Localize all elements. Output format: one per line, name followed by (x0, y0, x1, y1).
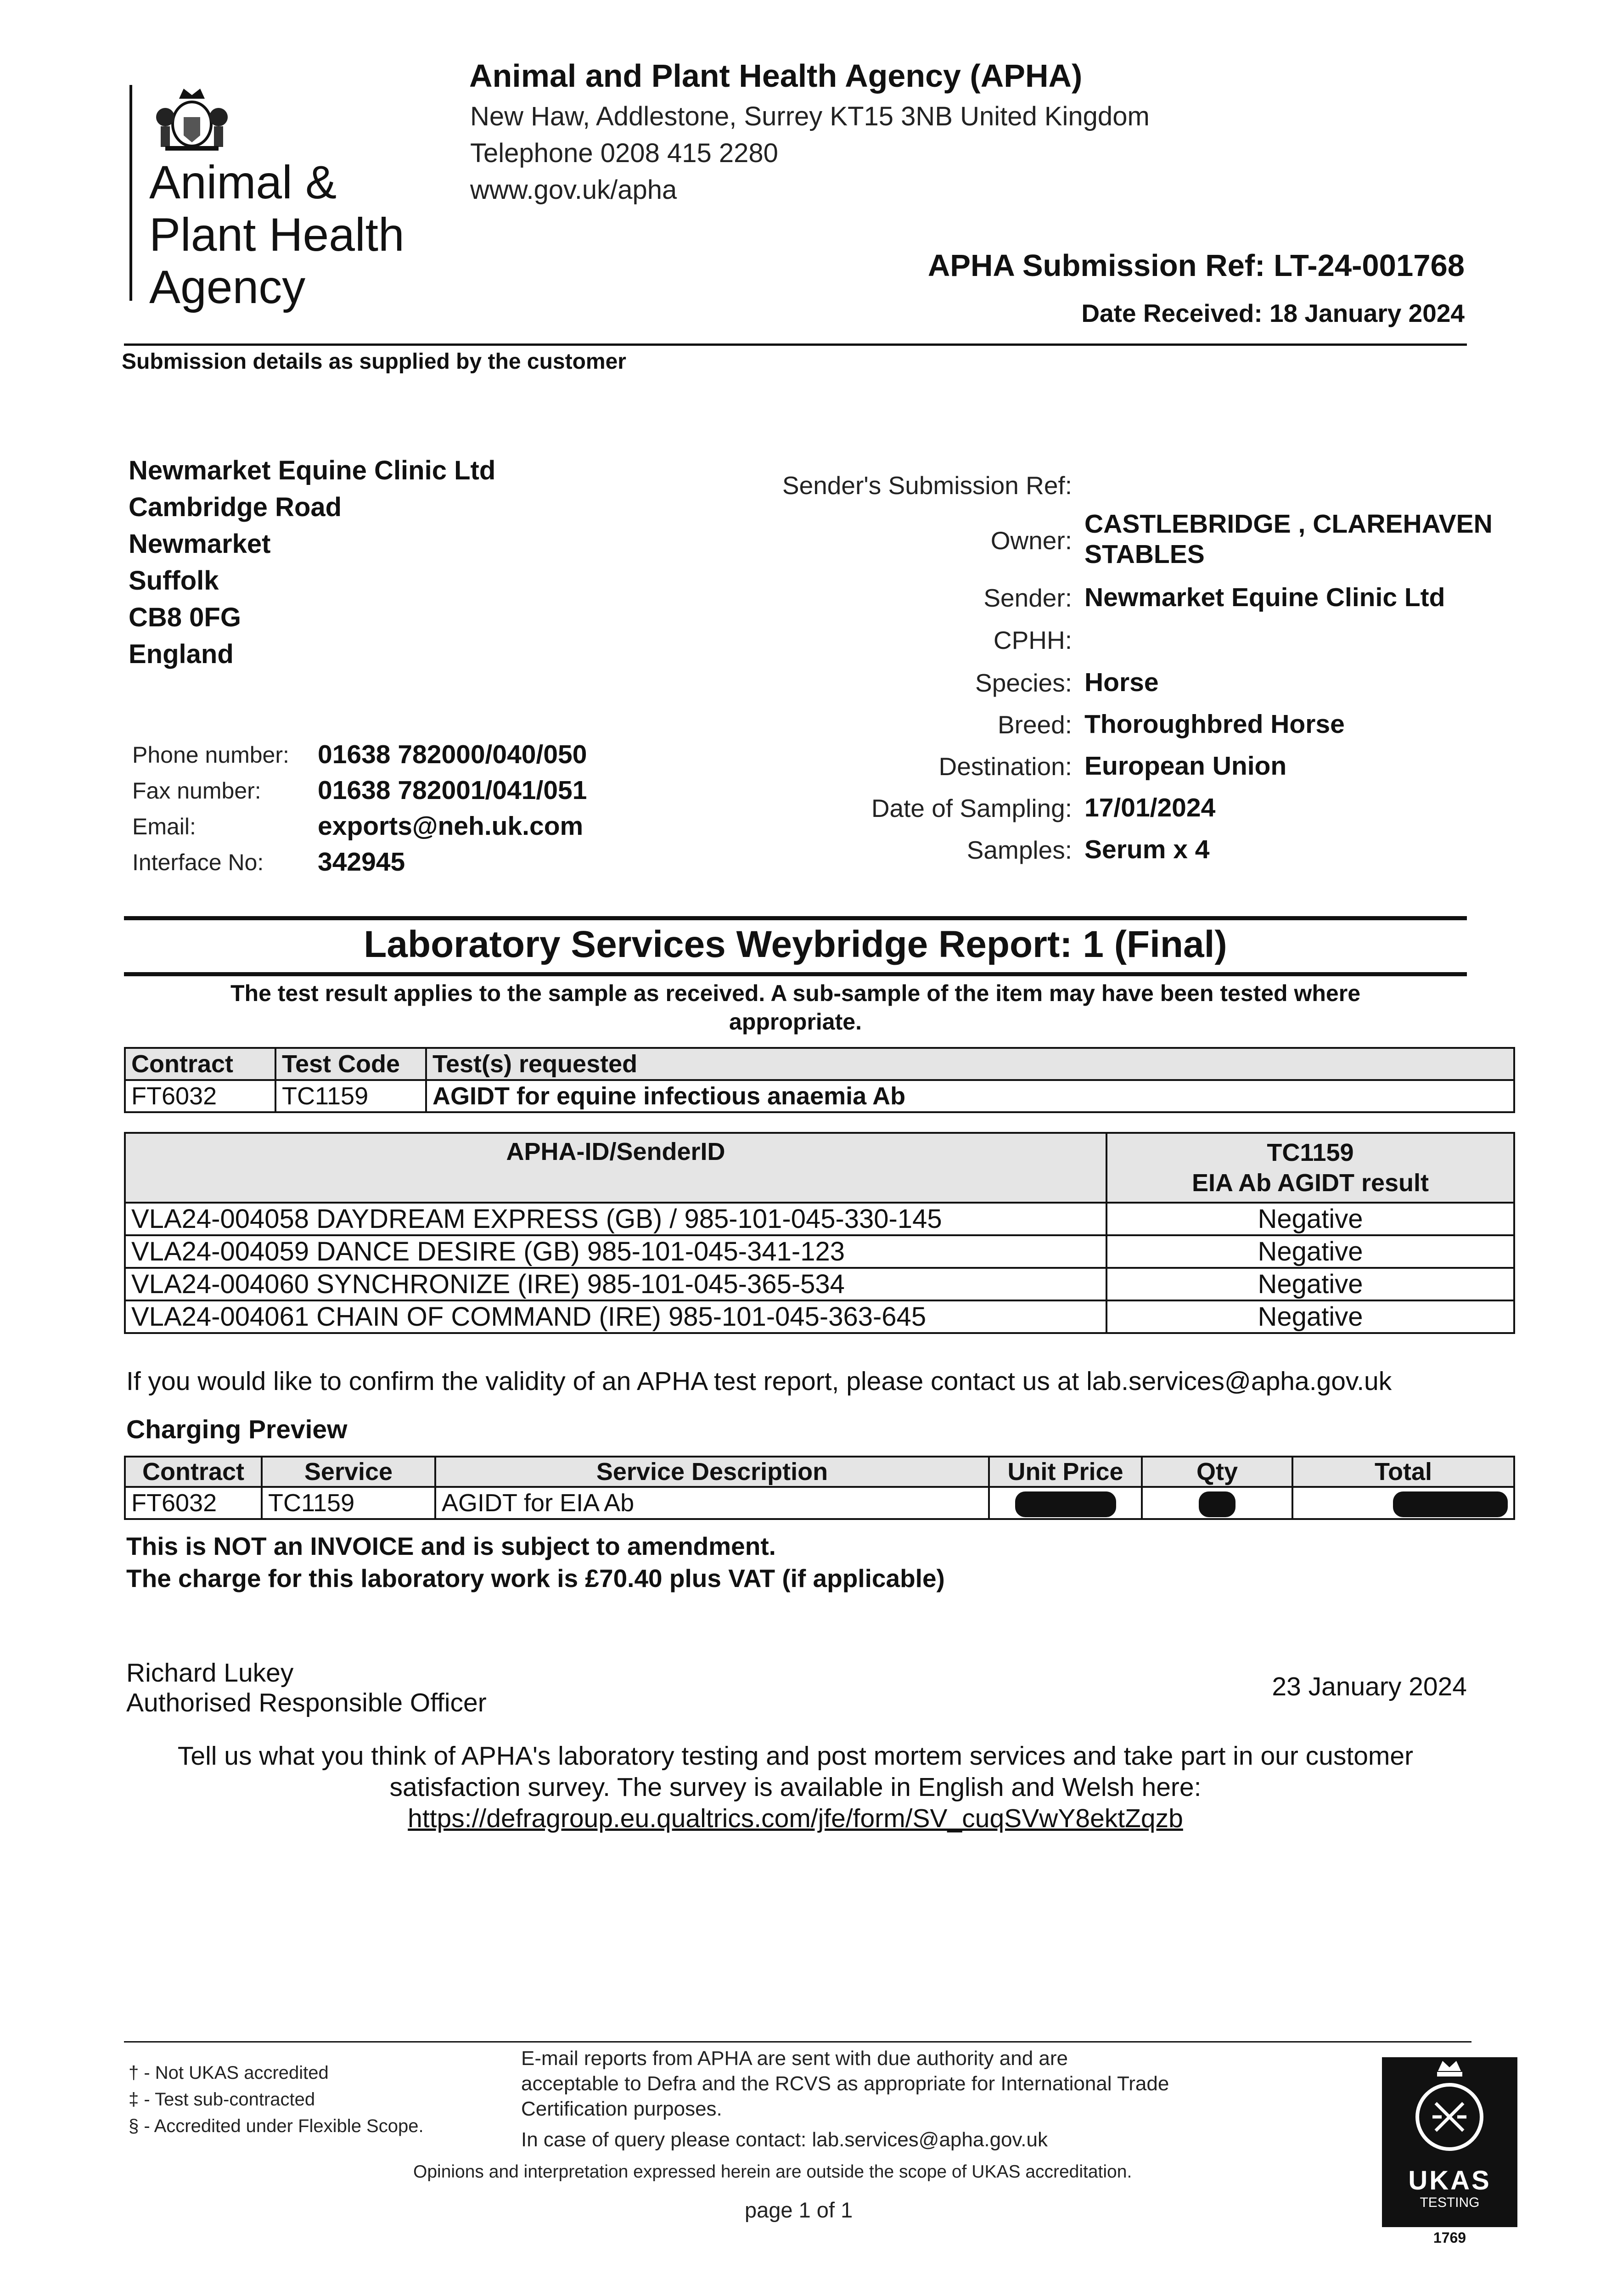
table-row (125, 1235, 1514, 1268)
col-test-code: Test Code (275, 1048, 426, 1080)
footer-email-note: E-mail reports from APHA are sent with due authority and are acceptable to Defra and the RCVS as appropriate for International Trade Certification purposes. In case of query please contact: lab.services@apha.gov.uk (521, 2046, 1169, 2152)
samples-label: Samples: (966, 836, 1072, 864)
samples-value: Serum x 4 (1084, 835, 1210, 864)
signature-date: 23 January 2024 (1272, 1672, 1467, 1701)
cell-service-description: AGIDT for EIA Ab (435, 1487, 989, 1519)
signatory-name: Richard Lukey (126, 1658, 294, 1688)
senders-ref-label: Sender's Submission Ref: (782, 471, 1072, 500)
redaction-mark (1393, 1491, 1508, 1517)
owner-value: CASTLEBRIDGE , CLAREHAVEN STABLES (1084, 509, 1493, 569)
footer-legend: † - Not UKAS accredited ‡ - Test sub-contracted § - Accredited under Flexible Scope. (129, 2063, 424, 2136)
signatory-role: Authorised Responsible Officer (126, 1688, 487, 1717)
section-note: Submission details as supplied by the customer (122, 349, 626, 374)
fax-label: Fax number: (132, 778, 261, 804)
ukas-number: 1769 (1433, 2229, 1466, 2246)
redaction-mark (1015, 1491, 1116, 1517)
table-row (125, 1203, 1514, 1235)
table-row (125, 1487, 1514, 1519)
col-contract: Contract (125, 1048, 275, 1080)
charging-table (124, 1456, 1515, 1520)
col-qty: Qty (1142, 1457, 1292, 1487)
agency-logo-text: Animal & Plant Health Agency (149, 156, 404, 313)
agency-telephone: Telephone 0208 415 2280 (470, 138, 778, 168)
results-table (124, 1132, 1515, 1334)
ukas-sub: TESTING (1420, 2195, 1480, 2210)
cell-test-code: TC1159 (275, 1080, 426, 1112)
header-rule (124, 343, 1467, 346)
report-rule-top (124, 916, 1467, 920)
agency-address: New Haw, Addlestone, Surrey KT15 3NB United Kingdom (470, 101, 1150, 131)
sampling-label: Date of Sampling: (871, 794, 1072, 822)
cphh-label: CPHH: (993, 626, 1072, 654)
cell-qty (1142, 1487, 1292, 1519)
col-total: Total (1292, 1457, 1514, 1487)
col-contract: Contract (125, 1457, 262, 1487)
cell-contract: FT6032 (125, 1487, 262, 1519)
col-eia-result: TC1159 EIA Ab AGIDT result (1106, 1133, 1514, 1203)
submission-ref: APHA Submission Ref: LT-24-001768 (927, 248, 1465, 283)
ukas-label: UKAS (1408, 2166, 1491, 2195)
col-apha-id: APHA-ID/SenderID (125, 1133, 1106, 1203)
report-rule-bottom (124, 972, 1467, 976)
table-row (125, 1268, 1514, 1300)
ukas-crown-icon (1382, 2057, 1517, 2172)
logo-divider (129, 85, 132, 301)
col-unit-price: Unit Price (989, 1457, 1142, 1487)
cell-sample-id: VLA24-004059 DANCE DESIRE (GB) 985-101-045-341-123 (125, 1235, 1106, 1268)
report-note: The test result applies to the sample as received. A sub-sample of the item may have been tested where appropriate. (230, 980, 1360, 1035)
footer-query: In case of query please contact: lab.services@apha.gov.uk (521, 2128, 1048, 2151)
cell-test-requested: AGIDT for equine infectious anaemia Ab (426, 1080, 1514, 1112)
cell-sample-id: VLA24-004058 DAYDREAM EXPRESS (GB) / 985-101-045-330-145 (125, 1203, 1106, 1235)
cell-total (1292, 1487, 1514, 1519)
col-service: Service (262, 1457, 435, 1487)
interface-value: 342945 (318, 847, 405, 877)
fax-value: 01638 782001/041/051 (318, 776, 587, 805)
date-received: Date Received: 18 January 2024 (1081, 299, 1465, 327)
table-row (125, 1080, 1514, 1112)
col-tests-requested: Test(s) requested (426, 1048, 1514, 1080)
email-label: Email: (132, 814, 196, 839)
phone-value: 01638 782000/040/050 (318, 740, 587, 769)
royal-crest-icon (152, 80, 232, 154)
agency-website[interactable]: www.gov.uk/apha (470, 175, 677, 205)
cell-result: Negative (1106, 1300, 1514, 1333)
validity-note: If you would like to confirm the validity of an APHA test report, please contact us at lab.services@apha.gov.uk (126, 1367, 1392, 1396)
col-service-description: Service Description (435, 1457, 989, 1487)
redaction-mark (1199, 1491, 1236, 1517)
ukas-mark (1382, 2057, 1517, 2227)
page-number: page 1 of 1 (745, 2198, 853, 2222)
tests-table (124, 1047, 1515, 1113)
report-title: Laboratory Services Weybridge Report: 1 (Final) (364, 923, 1227, 965)
cell-result: Negative (1106, 1203, 1514, 1235)
cell-result: Negative (1106, 1235, 1514, 1268)
cell-unit-price (989, 1487, 1142, 1519)
breed-value: Thoroughbred Horse (1084, 709, 1345, 739)
not-invoice-note: This is NOT an INVOICE and is subject to amendment. (126, 1532, 776, 1560)
sender-label: Sender: (983, 584, 1072, 612)
charge-line: The charge for this laboratory work is £70.40 plus VAT (if applicable) (126, 1564, 945, 1593)
species-label: Species: (975, 669, 1072, 697)
species-value: Horse (1084, 668, 1159, 697)
email-value[interactable]: exports@neh.uk.com (318, 811, 584, 841)
breed-label: Breed: (997, 710, 1072, 739)
cell-service: TC1159 (262, 1487, 435, 1519)
sampling-value: 17/01/2024 (1084, 793, 1216, 822)
interface-label: Interface No: (132, 850, 264, 875)
cell-sample-id: VLA24-004061 CHAIN OF COMMAND (IRE) 985-101-045-363-645 (125, 1300, 1106, 1333)
cell-result: Negative (1106, 1268, 1514, 1300)
destination-value: European Union (1084, 751, 1287, 781)
customer-address: Newmarket Equine Clinic Ltd Cambridge Road Newmarket Suffolk CB8 0FG England (129, 456, 496, 669)
destination-label: Destination: (938, 752, 1072, 781)
phone-label: Phone number: (132, 742, 289, 768)
survey-note: Tell us what you think of APHA's laboratory testing and post mortem services and take part in our customer satisfaction survey. The survey is available in English and Welsh here: https://defragroup.eu.qualtrics.com/jfe/form/SV_cuqSVwY8ektZqzb (124, 1740, 1467, 1834)
cell-sample-id: VLA24-004060 SYNCHRONIZE (IRE) 985-101-045-365-534 (125, 1268, 1106, 1300)
cell-contract: FT6032 (125, 1080, 275, 1112)
owner-label: Owner: (990, 526, 1072, 555)
charging-title: Charging Preview (126, 1415, 348, 1444)
table-row (125, 1300, 1514, 1333)
agency-title: Animal and Plant Health Agency (APHA) (469, 58, 1083, 94)
footer-rule (124, 2041, 1471, 2043)
sender-value: Newmarket Equine Clinic Ltd (1084, 583, 1445, 612)
survey-link[interactable]: https://defragroup.eu.qualtrics.com/jfe/form/SV_cuqSVwY8ektZqzb (408, 1804, 1183, 1833)
footer-opinions: Opinions and interpretation expressed herein are outside the scope of UKAS accreditation. (413, 2162, 1132, 2182)
